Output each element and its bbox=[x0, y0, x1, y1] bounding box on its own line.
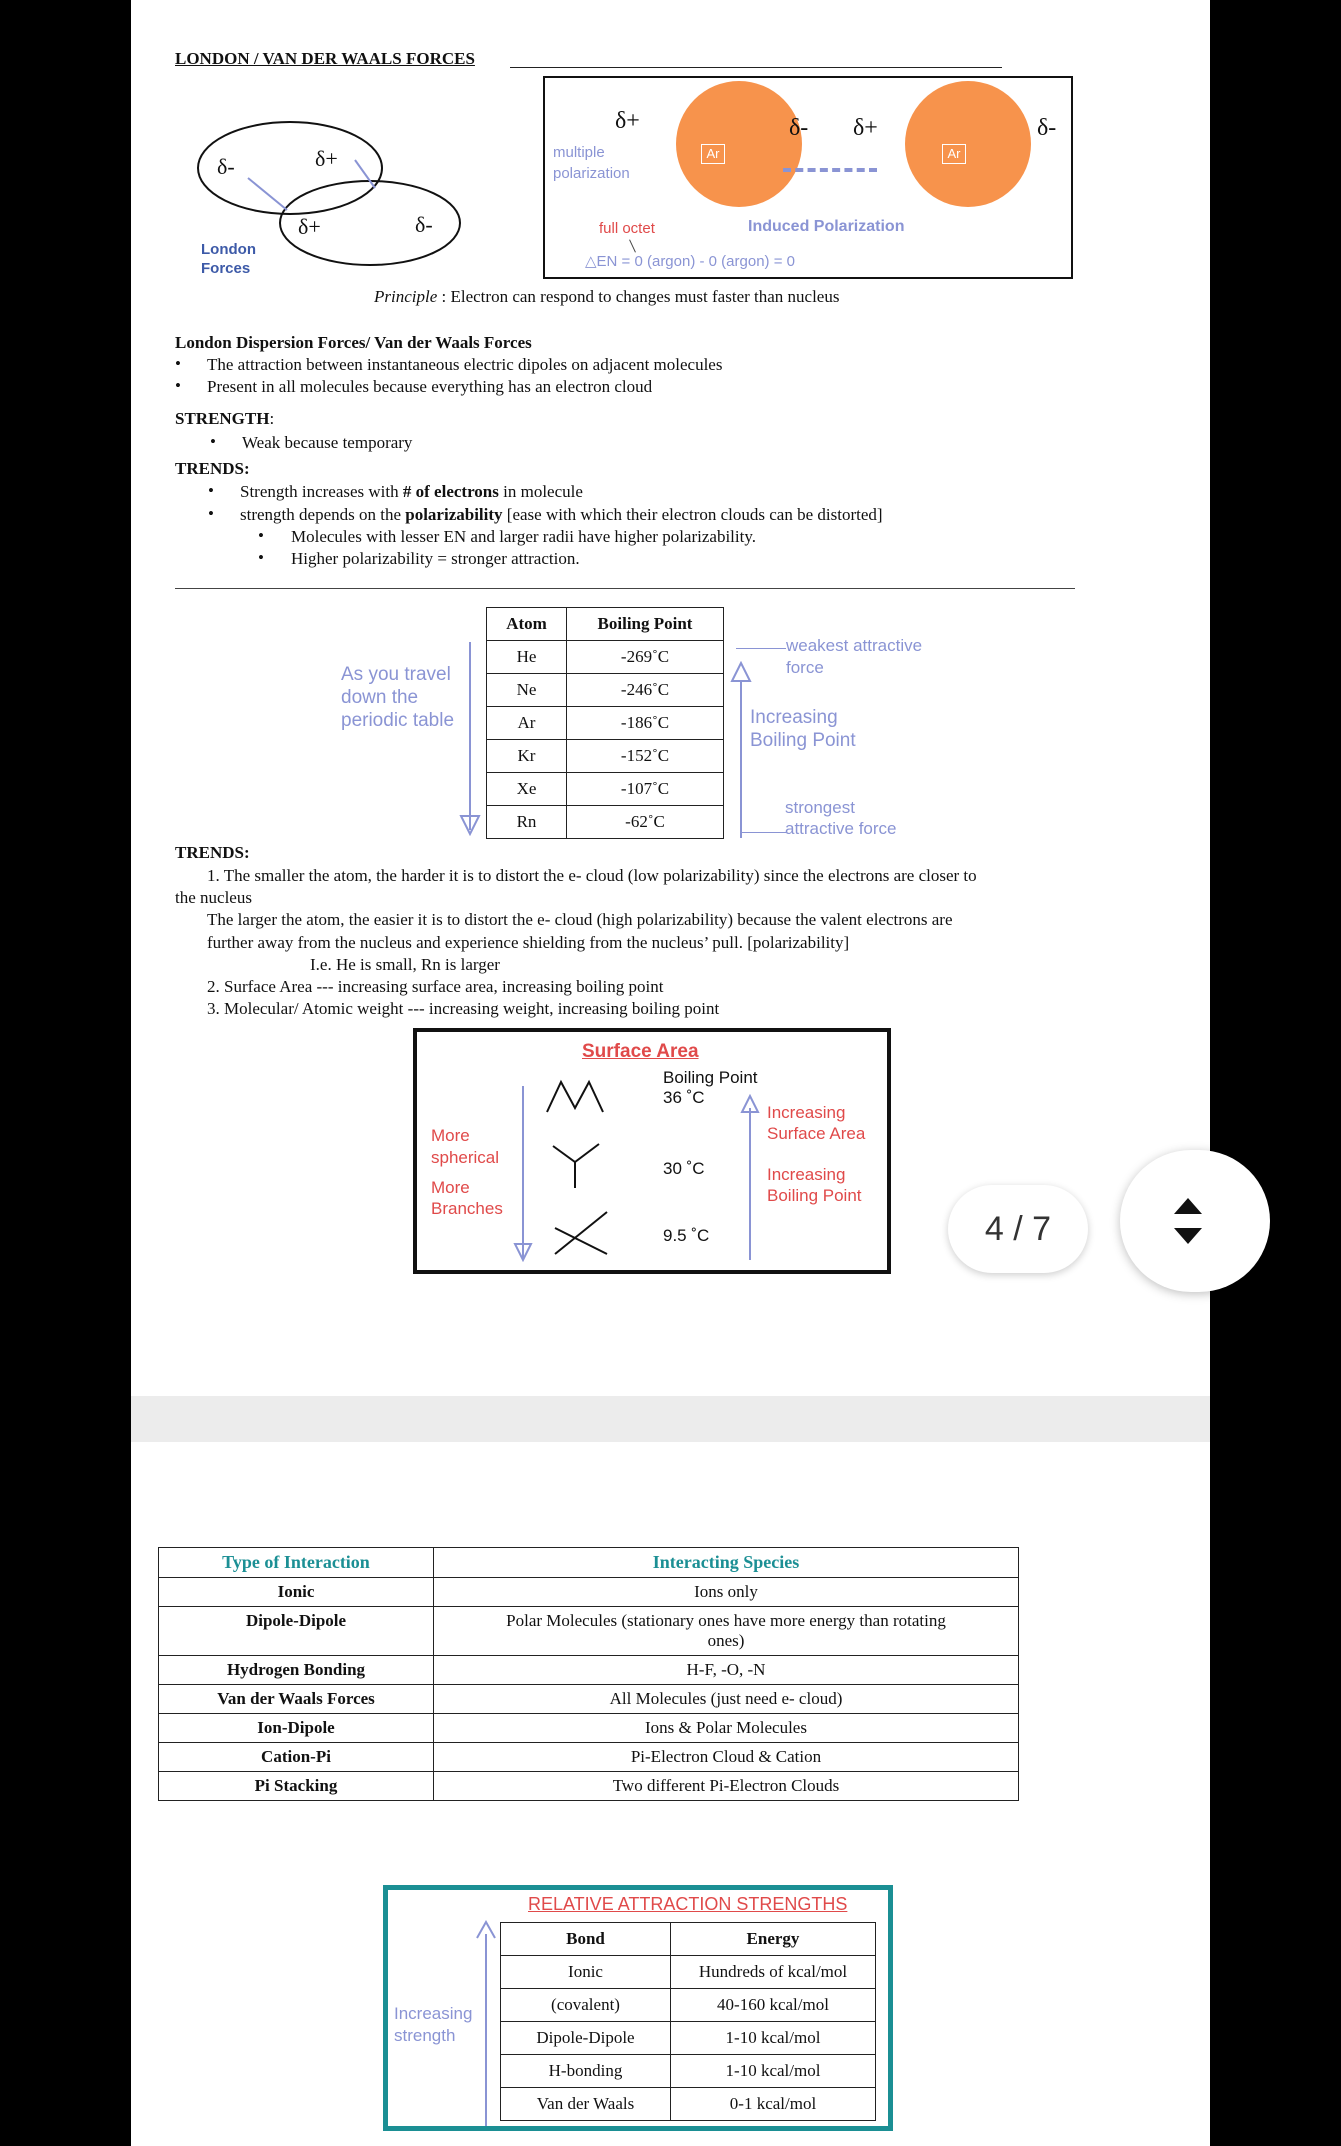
table-row bbox=[159, 1656, 1019, 1685]
cell: 0-1 kcal/mol bbox=[671, 2088, 876, 2121]
cell: Ar bbox=[487, 707, 567, 740]
surface-area-diagram bbox=[413, 1028, 891, 1274]
down-arrow bbox=[469, 642, 471, 830]
cell: (covalent) bbox=[501, 1989, 671, 2022]
full-octet-pointer bbox=[629, 239, 636, 252]
argon-atom-left bbox=[676, 81, 802, 207]
table-header-row bbox=[487, 608, 724, 641]
cell: -107˚C bbox=[567, 773, 724, 806]
table-row bbox=[501, 2055, 876, 2088]
trends2-title: TRENDS: bbox=[175, 843, 250, 862]
inc-bp-2: Boiling Point bbox=[767, 1186, 862, 1205]
trends2-1-line1: 1. The smaller the atom, the harder it is to distort the e- cloud (low polarizability) since the electrons are closer to bbox=[207, 866, 977, 885]
cell: Ions & Polar Molecules bbox=[434, 1714, 1019, 1743]
delta-en-label: △EN = 0 (argon) - 0 (argon) = 0 bbox=[585, 253, 795, 270]
page-header: LONDON / VAN DER WAALS FORCES bbox=[175, 49, 475, 68]
cell: Ion-Dipole bbox=[159, 1714, 434, 1743]
bullet-dot: • bbox=[175, 354, 181, 373]
bullet-dot: • bbox=[258, 526, 264, 545]
trend-1-bold: # of electrons bbox=[402, 482, 499, 501]
london-label-1: London bbox=[201, 241, 256, 258]
london-bullet-2: Present in all molecules because everything has an electron cloud bbox=[207, 377, 653, 396]
increasing-bp-label-1: Increasing bbox=[750, 707, 838, 728]
trend-1 bbox=[240, 481, 583, 503]
dashed-link bbox=[783, 168, 877, 172]
bullet-dot: • bbox=[175, 376, 181, 395]
table-row bbox=[487, 773, 724, 806]
chevron-up-icon bbox=[1170, 1194, 1206, 1218]
increasing-bp-label-2: Boiling Point bbox=[750, 730, 856, 751]
header-type: Type of Interaction bbox=[159, 1548, 434, 1578]
table-row bbox=[159, 1607, 1019, 1656]
bullet-dot: • bbox=[208, 504, 214, 523]
weakest-label-2: force bbox=[786, 658, 824, 677]
weakest-line bbox=[736, 648, 786, 649]
strongest-label-1: strongest bbox=[785, 798, 855, 817]
trends2-3: 3. Molecular/ Atomic weight --- increasing weight, increasing boiling point bbox=[207, 999, 720, 1018]
bp-value-1: 36 ˚C bbox=[663, 1088, 705, 1107]
argon-charge-1: δ+ bbox=[615, 108, 640, 134]
travel-label-2: down the bbox=[341, 687, 419, 708]
full-octet-label: full octet bbox=[599, 220, 655, 237]
argon-charge-3: δ+ bbox=[853, 115, 878, 141]
argon-label-left: Ar bbox=[701, 144, 725, 164]
argon-atom-right bbox=[905, 81, 1031, 207]
charge-bottom-left: δ+ bbox=[298, 214, 321, 239]
up-arrow bbox=[740, 680, 742, 838]
multiple-label-1: multiple bbox=[553, 144, 605, 161]
cell: -246˚C bbox=[567, 674, 724, 707]
trends2-1-line2: the nucleus bbox=[175, 888, 252, 907]
table-row bbox=[487, 806, 724, 839]
relative-title: RELATIVE ATTRACTION STRENGTHS bbox=[528, 1894, 848, 1914]
trends2-2: 2. Surface Area --- increasing surface area, increasing boiling point bbox=[207, 977, 664, 996]
travel-label-3: periodic table bbox=[341, 710, 455, 731]
bp-value-3: 9.5 ˚C bbox=[663, 1226, 710, 1245]
cell: Two different Pi-Electron Clouds bbox=[434, 1772, 1019, 1801]
header-rule bbox=[510, 67, 1002, 68]
surface-title: Surface Area bbox=[582, 1041, 699, 1062]
table-row bbox=[487, 641, 724, 674]
london-title: London Dispersion Forces/ Van der Waals Forces bbox=[175, 333, 532, 352]
molecule-neopentane bbox=[551, 1208, 611, 1258]
surface-down-arrow bbox=[522, 1086, 524, 1260]
cell: Kr bbox=[487, 740, 567, 773]
cell: -152˚C bbox=[567, 740, 724, 773]
weakest-label-1: weakest attractive bbox=[786, 636, 923, 655]
inc-sa-2: Surface Area bbox=[767, 1124, 866, 1143]
interaction-types-table bbox=[158, 1547, 1019, 1801]
increasing-strength-1: Increasing bbox=[394, 2004, 473, 2023]
surface-up-arrow bbox=[749, 1108, 751, 1260]
travel-label-1: As you travel bbox=[341, 664, 451, 685]
cell: Rn bbox=[487, 806, 567, 839]
cell: 40-160 kcal/mol bbox=[671, 1989, 876, 2022]
trends2-1b-line2: further away from the nucleus and experience shielding from the nucleus’ pull. [polarizability] bbox=[207, 933, 850, 952]
argon-charge-2: δ- bbox=[789, 115, 809, 141]
more-branches-2: Branches bbox=[431, 1199, 503, 1218]
table-row bbox=[159, 1772, 1019, 1801]
inc-sa-1: Increasing bbox=[767, 1103, 846, 1122]
scroll-button[interactable] bbox=[1120, 1150, 1270, 1292]
cell: 1-10 kcal/mol bbox=[671, 2055, 876, 2088]
cell: Hydrogen Bonding bbox=[159, 1656, 434, 1685]
table-row bbox=[501, 2022, 876, 2055]
charge-top-left: δ- bbox=[217, 154, 235, 179]
principle-text: : Electron can respond to changes must faster than nucleus bbox=[437, 287, 840, 306]
molecule-linear bbox=[545, 1078, 607, 1114]
cell: Ne bbox=[487, 674, 567, 707]
strongest-line bbox=[742, 832, 786, 833]
principle-label: Principle bbox=[374, 287, 438, 306]
cell: Ions only bbox=[434, 1578, 1019, 1607]
dipole-diagram bbox=[195, 110, 465, 280]
trend-1-post: in molecule bbox=[498, 482, 583, 501]
table-row bbox=[159, 1714, 1019, 1743]
surface-down-arrow-head bbox=[513, 1242, 533, 1262]
cell: Dipole-Dipole bbox=[501, 2022, 671, 2055]
trend-2-sub-1: Molecules with lesser EN and larger radii have higher polarizability. bbox=[291, 527, 756, 546]
table-row bbox=[487, 707, 724, 740]
table-header-row bbox=[159, 1548, 1019, 1578]
london-bullet-1: The attraction between instantaneous electric dipoles on adjacent molecules bbox=[207, 355, 723, 374]
cell: Ionic bbox=[501, 1956, 671, 1989]
cell: Xe bbox=[487, 773, 567, 806]
argon-diagram bbox=[543, 76, 1073, 279]
chevron-down-icon bbox=[1170, 1224, 1206, 1248]
cell: -62˚C bbox=[567, 806, 724, 839]
cell: Pi-Electron Cloud & Cation bbox=[434, 1743, 1019, 1772]
strength-title: STRENGTH bbox=[175, 409, 270, 428]
strength-bullet-1: Weak because temporary bbox=[242, 433, 413, 452]
argon-charge-4: δ- bbox=[1037, 115, 1057, 141]
cell: 1-10 kcal/mol bbox=[671, 2022, 876, 2055]
cell: Hundreds of kcal/mol bbox=[671, 1956, 876, 1989]
table-row bbox=[159, 1578, 1019, 1607]
bullet-dot: • bbox=[258, 548, 264, 567]
cell: He bbox=[487, 641, 567, 674]
down-arrow-head bbox=[459, 814, 481, 836]
cell: H-bonding bbox=[501, 2055, 671, 2088]
header-species: Interacting Species bbox=[434, 1548, 1019, 1578]
more-branches-1: More bbox=[431, 1178, 470, 1197]
cell: All Molecules (just need e- cloud) bbox=[434, 1685, 1019, 1714]
bp-label: Boiling Point bbox=[663, 1068, 758, 1087]
multiple-label-2: polarization bbox=[553, 165, 630, 182]
strength-colon: : bbox=[269, 409, 275, 428]
table-row bbox=[159, 1743, 1019, 1772]
charge-bottom-right: δ- bbox=[415, 212, 433, 237]
cell: Ionic bbox=[159, 1578, 434, 1607]
more-spherical-2: spherical bbox=[431, 1148, 500, 1167]
trend-2-bold: polarizability bbox=[405, 505, 503, 524]
table-row bbox=[501, 2088, 876, 2121]
header-atom: Atom bbox=[487, 608, 567, 641]
inc-bp-1: Increasing bbox=[767, 1165, 846, 1184]
trend-2-sub-2: Higher polarizability = stronger attraction. bbox=[291, 549, 580, 568]
charge-top-right: δ+ bbox=[315, 146, 338, 171]
london-label-2: Forces bbox=[201, 260, 251, 277]
section-divider bbox=[175, 588, 1075, 589]
header-bond: Bond bbox=[501, 1923, 671, 1956]
trends2-1b-line1: The larger the atom, the easier it is to distort the e- cloud (high polarizability) because the valent electrons are bbox=[207, 910, 953, 929]
cell: Dipole-Dipole bbox=[159, 1607, 434, 1656]
surface-up-arrow-head bbox=[740, 1094, 760, 1114]
argon-label-right: Ar bbox=[942, 144, 966, 164]
cell: -269˚C bbox=[567, 641, 724, 674]
molecule-branched bbox=[551, 1142, 601, 1190]
table-row bbox=[501, 1989, 876, 2022]
header-energy: Energy bbox=[671, 1923, 876, 1956]
strength-up-arrow-head bbox=[475, 1920, 497, 1940]
cell: H-F, -O, -N bbox=[434, 1656, 1019, 1685]
trends2-ie: I.e. He is small, Rn is larger bbox=[310, 955, 500, 974]
page-gap bbox=[131, 1396, 1210, 1442]
relative-table bbox=[500, 1922, 876, 2121]
relative-strengths-box bbox=[383, 1885, 893, 2131]
bullet-dot: • bbox=[210, 432, 216, 451]
table-header-row bbox=[501, 1923, 876, 1956]
cell: Cation-Pi bbox=[159, 1743, 434, 1772]
boiling-point-table bbox=[486, 607, 724, 839]
table-row bbox=[487, 674, 724, 707]
up-arrow-head bbox=[730, 661, 752, 683]
more-spherical-1: More bbox=[431, 1126, 470, 1145]
induced-label: Induced Polarization bbox=[748, 218, 905, 235]
table-row bbox=[487, 740, 724, 773]
cell: Pi Stacking bbox=[159, 1772, 434, 1801]
cell: Van der Waals Forces bbox=[159, 1685, 434, 1714]
cell: Van der Waals bbox=[501, 2088, 671, 2121]
cell: -186˚C bbox=[567, 707, 724, 740]
cell: Polar Molecules (stationary ones have more energy than rotating ones) bbox=[434, 1607, 1019, 1656]
trend-2-post: [ease with which their electron clouds can be distorted] bbox=[502, 505, 883, 524]
page-indicator: 4 / 7 bbox=[948, 1185, 1088, 1273]
trend-1-pre: Strength increases with bbox=[240, 482, 403, 501]
principle-line bbox=[374, 286, 839, 308]
table-row bbox=[159, 1685, 1019, 1714]
strongest-label-2: attractive force bbox=[785, 819, 897, 838]
strength-heading bbox=[175, 408, 274, 430]
trend-2-pre: strength depends on the bbox=[240, 505, 406, 524]
bp-value-2: 30 ˚C bbox=[663, 1159, 705, 1178]
trends-title: TRENDS: bbox=[175, 459, 250, 478]
table-row bbox=[501, 1956, 876, 1989]
strength-up-arrow bbox=[485, 1934, 487, 2126]
trend-2 bbox=[240, 504, 883, 526]
increasing-strength-2: strength bbox=[394, 2026, 456, 2045]
header-boiling-point: Boiling Point bbox=[567, 608, 724, 641]
bullet-dot: • bbox=[208, 481, 214, 500]
